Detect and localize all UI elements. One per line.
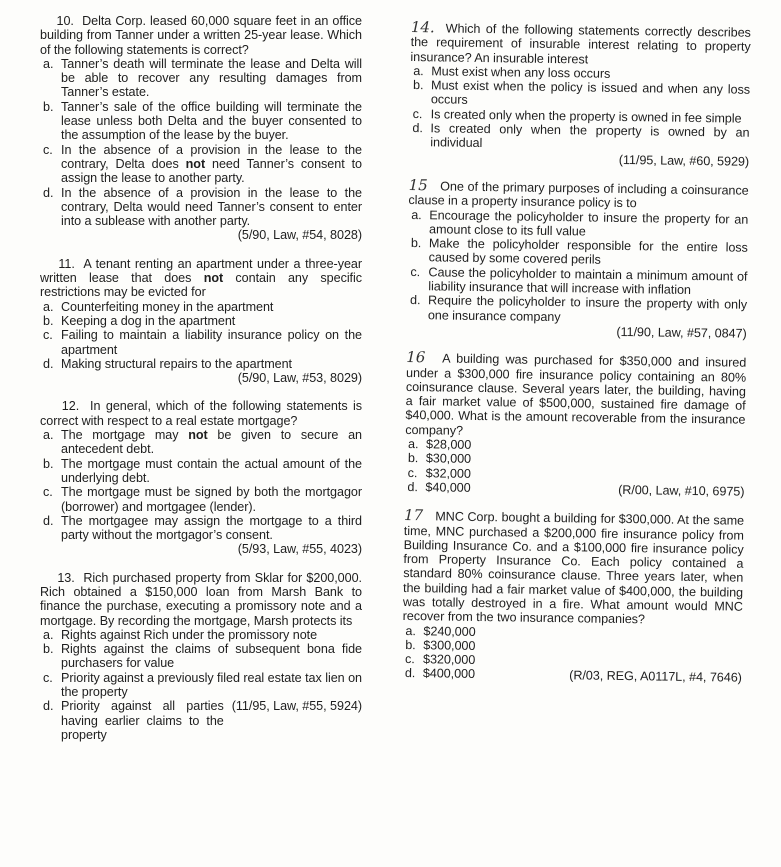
option-b: b. Rights against the claims of subsequent bona fide purchasers for value [43, 642, 362, 671]
option-a: a. Counterfeiting money in the apartment [43, 299, 274, 314]
question-number: 15 [408, 175, 428, 195]
option-c: c. The mortgage must be signed by both the mortgagor (borrower) and mortgagee (lender). [43, 485, 362, 514]
question-14 [409, 20, 751, 169]
options-list [402, 624, 743, 686]
question-number: 16 [406, 348, 426, 367]
option-a: a. Must exist when any loss occurs [413, 63, 611, 81]
options-list [40, 57, 362, 229]
question-number: 14. [410, 18, 435, 37]
citation: (11/95, Law, #60, 5929) [618, 152, 750, 169]
options-list [40, 428, 362, 542]
option-d: d. Require the policyholder to insure the property with only one insurance company [409, 293, 748, 324]
option-d: d. $40,000 (R/00, Law, #10, 6975) [407, 479, 745, 499]
question-stem: 10. Delta Corp. leased 60,000 square feet in an office building from Tanner under a written 25-year lease. Which of the following statements is correct? [40, 14, 363, 57]
option-b: b. The mortgage must contain the actual amount of the underlying debt. [43, 456, 362, 485]
question-12 [40, 399, 362, 556]
citation: (11/90, Law, #57, 0847) [616, 324, 747, 341]
option-d: d. In the absence of a provision in the lease to the contrary, Delta would need Tanner’s consent to enter into a sublease with another party. [43, 185, 362, 229]
question-stem: 14. Which of the following statements correctly describes the requirement of insurable interest relating to property insurance? An insurable interest [410, 18, 751, 67]
citation: (5/90, Law, #53, 8029) [237, 371, 362, 386]
option-c: c. Failing to maintain a liability insurance policy on the apartment [43, 328, 362, 357]
option-d: d. $400,000 (R/03, REG, A0117L, #4, 7646) [404, 666, 742, 686]
option-c: c. Cause the policyholder to maintain a minimum amount of liability insurance that will increase with inflation [410, 264, 748, 297]
citation: (R/00, Law, #10, 6975) [618, 482, 745, 499]
question-15 [407, 175, 749, 341]
question-13 [40, 571, 362, 743]
option-b: b. Keeping a dog in the apartment [43, 313, 236, 328]
option-d: d. The mortgagee may assign the mortgage to a third party without the mortgagor’s consent. [43, 513, 362, 543]
left-column [40, 14, 362, 756]
option-a: a. Tanner’s death will terminate the lease and Delta will be able to recover any resulting damages from Tanner’s estate. [43, 56, 362, 100]
question-stem: 16 A building was purchased for $350,000 and insured under a $300,000 fire insurance policy containing an 80% coinsurance clause. Several years later, the building, having a fair market value of $500,000, sustained fire damage of $40,000. What is the amount recoverable from the insurance company? [405, 348, 747, 438]
question-number: 10. [56, 14, 74, 28]
option-c: c. $32,000 [407, 465, 471, 481]
question-stem: 13. Rich purchased property from Sklar for $200,000. Rich obtained a $150,000 loan from Marsh Bank to finance the purchase, executing a promissory note and a mortgage. By recording the mortgage, Marsh protects its [40, 570, 362, 628]
options-list [40, 628, 362, 742]
option-c: c. $320,000 [404, 652, 476, 668]
option-a: a. $28,000 [407, 437, 472, 452]
option-c: c. Priority against a previously filed real estate tax lien on the property [43, 670, 362, 700]
citation: (5/90, Law, #54, 8028) [237, 228, 362, 243]
question-stem: 17 MNC Corp. bought a building for $300,000. At the same time, MNC purchased a $200,000 fire insurance policy from Building Insurance Co. and a $100,000 fire insurance policy from Property Insurance Co. Each policy contained a standard 80% coinsurance clause. Three years later, when the building had a fair market value of $400,000, the building was totally destroyed in a fire. What amount would MNC recover from the two insurance companies? [402, 506, 745, 627]
option-b: b. Make the policyholder responsible for the entire loss caused by some covered perils [410, 236, 748, 268]
question-stem: 15 One of the primary purposes of including a coinsurance clause in a property insurance policy is to [408, 175, 749, 211]
options-list [409, 64, 750, 155]
question-stem: 11. A tenant renting an apartment under a three-year written lease that does not contain any specific restrictions may be evicted for [40, 256, 363, 300]
option-d: d. Is created only when the property is owned by an individual [412, 121, 750, 151]
question-number: 11. [58, 256, 75, 271]
question-number: 12. [61, 399, 80, 414]
citation: (11/95, Law, #55, 5924) [231, 699, 362, 714]
options-list [404, 437, 745, 499]
option-a: a. Rights against Rich under the promissory note [43, 627, 318, 642]
question-11 [40, 257, 362, 386]
question-stem: 12. In general, which of the following statements is correct with respect to a real estate mortgage? [40, 399, 362, 428]
option-a: a. $240,000 [405, 623, 476, 639]
option-a: a. The mortgage may not be given to secure an antecedent debt. [43, 428, 363, 457]
options-list [407, 208, 749, 327]
question-number: 17 [403, 506, 424, 525]
citation: (R/03, REG, A0117L, #4, 7646) [569, 668, 742, 686]
question-16 [404, 350, 746, 499]
option-d: d. Making structural repairs to the apartment [43, 356, 292, 371]
citation: (5/93, Law, #55, 4023) [237, 542, 362, 557]
option-b: b. $300,000 [405, 637, 476, 653]
option-c: c. Is created only when the property is owned in fee simple [412, 106, 742, 126]
option-b: b. $30,000 [407, 451, 472, 467]
option-b: b. Tanner’s sale of the office building will terminate the lease unless both Delta and the buyer consented to the assumption of the lease by the buyer. [43, 99, 362, 143]
options-list [40, 300, 362, 371]
right-column [402, 20, 751, 699]
option-b: b. Must exist when the policy is issued and when any loss occurs [412, 78, 751, 108]
option-a: a. Encourage the policyholder to insure the property for an amount close to its full value [411, 207, 749, 239]
question-10 [40, 14, 362, 243]
option-c: c. In the absence of a provision in the lease to the contrary, Delta does not need Tanner’s consent to assign the lease to another party. [43, 142, 362, 186]
question-number: 13. [57, 570, 75, 585]
option-d: d. Priority against all parties having earlier claims to the property (11/95, Law, #55, 5924) [43, 699, 362, 742]
question-17 [402, 508, 744, 685]
